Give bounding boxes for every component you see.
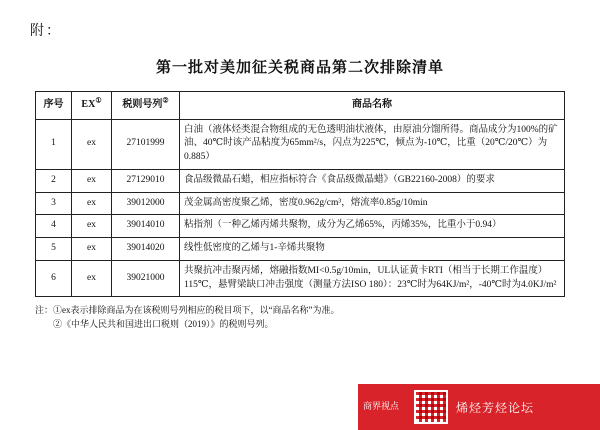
column-header-code-mark: ②	[162, 96, 169, 105]
cell-code: 39014020	[112, 238, 180, 261]
column-header-no: 序号	[36, 92, 72, 120]
cell-ex: ex	[72, 238, 112, 261]
attachment-prefix: 附：	[30, 24, 62, 39]
table-row	[36, 169, 565, 192]
watermark-label: 烯烃芳烃论坛	[456, 400, 535, 415]
table-row	[36, 215, 565, 238]
cell-no: 1	[36, 119, 72, 169]
source-tag: 商界视点	[358, 384, 404, 430]
watermark-badge	[404, 384, 600, 430]
cell-ex: ex	[72, 192, 112, 215]
table-row	[36, 238, 565, 261]
footnote-item-2: ②《中华人民共和国进出口税则（2019）》的税则号列。	[53, 318, 274, 329]
column-header-ex	[72, 92, 112, 120]
footnote-first-line	[35, 304, 565, 318]
cell-name: 线性低密度的乙烯与1-辛烯共聚物	[180, 238, 565, 261]
exclusion-list-table	[35, 91, 565, 297]
table-row	[36, 192, 565, 215]
cell-name: 白油（液体烃类混合物组成的无色透明油状液体，由原油分馏所得。商品成分为100%的矿油、40℃时该产品粘度为65mm²/s，闪点为225℃，倾点为-10℃，比重（20℃/20℃）为0.885）	[180, 119, 565, 169]
table-header-row	[36, 92, 565, 120]
cell-name: 共聚抗冲击聚丙烯，熔融指数MI<0.5g/10min，UL认证黄卡RTI（相当于长期工作温度）115℃，悬臂梁缺口冲击强度（测量方法ISO 180）：23℃时为64KJ/m²，-40℃时为4.0KJ/m²	[180, 260, 565, 297]
qr-code-icon	[414, 390, 448, 424]
cell-code: 27129010	[112, 169, 180, 192]
page-title: 第一批对美加征关税商品第二次排除清单	[155, 60, 444, 76]
footnote-label: 注：	[35, 305, 54, 316]
cell-ex: ex	[72, 260, 112, 297]
table-row	[36, 119, 565, 169]
column-header-name: 商品名称	[180, 92, 565, 120]
cell-name: 食品级微晶石蜡，相应指标符合《食品级微晶蜡》（GB22160-2008）的要求	[180, 169, 565, 192]
column-header-ex-text: EX	[81, 99, 96, 110]
column-header-ex-mark: ①	[95, 96, 102, 105]
cell-name: 茂金属高密度聚乙烯，密度0.962g/cm³，熔流率0.85g/10min	[180, 192, 565, 215]
cell-code: 39014010	[112, 215, 180, 238]
cell-code: 39012000	[112, 192, 180, 215]
cell-ex: ex	[72, 215, 112, 238]
column-header-code	[112, 92, 180, 120]
cell-name: 粘指剂（一种乙烯丙烯共聚物，成分为乙烯65%，丙烯35%，比重小于0.94）	[180, 215, 565, 238]
cell-code: 27101999	[112, 119, 180, 169]
cell-no: 6	[36, 260, 72, 297]
cell-no: 3	[36, 192, 72, 215]
table-row	[36, 260, 565, 297]
cell-no: 5	[36, 238, 72, 261]
footnotes	[35, 304, 565, 331]
cell-ex: ex	[72, 169, 112, 192]
cell-code: 39021000	[112, 260, 180, 297]
footnote-item-1: ①ex表示排除商品为在该税则号列相应的税目项下，以“商品名称”为准。	[53, 305, 340, 316]
cell-no: 4	[36, 215, 72, 238]
column-header-code-text: 税则号列	[122, 99, 163, 110]
cell-ex: ex	[72, 119, 112, 169]
cell-no: 2	[36, 169, 72, 192]
